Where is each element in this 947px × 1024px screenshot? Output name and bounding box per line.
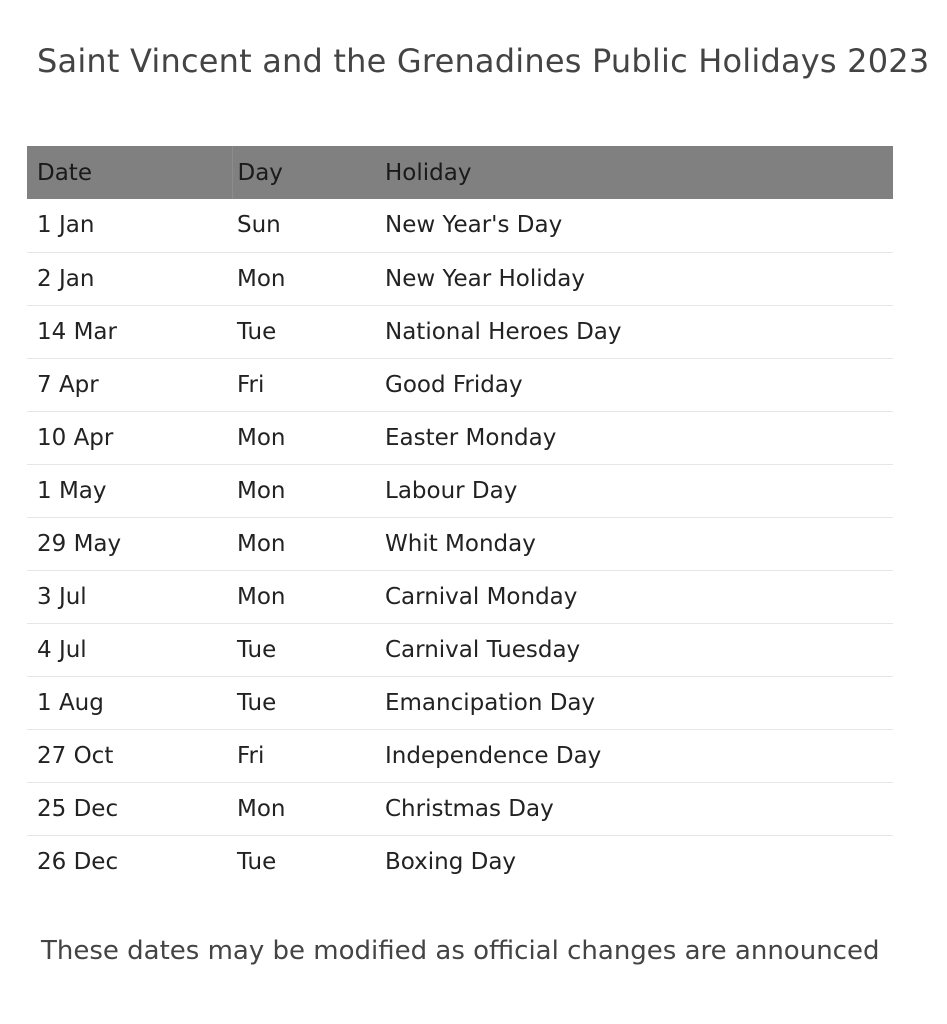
name-cell: Carnival Tuesday xyxy=(375,623,893,676)
table-row xyxy=(27,835,893,888)
column-header-date: Date xyxy=(27,146,232,199)
column-header-day: Day xyxy=(237,159,283,186)
name-cell: Boxing Day xyxy=(375,835,893,888)
day-cell: Fri xyxy=(232,358,375,411)
table-row xyxy=(27,199,893,252)
table-row xyxy=(27,782,893,835)
day-cell: Mon xyxy=(232,411,375,464)
date-cell: 4 Jul xyxy=(27,623,232,676)
date-cell: 10 Apr xyxy=(27,411,232,464)
table-row xyxy=(27,252,893,305)
day-cell: Tue xyxy=(232,835,375,888)
table-row xyxy=(27,305,893,358)
date-cell: 3 Jul xyxy=(27,570,232,623)
name-cell: New Year Holiday xyxy=(375,252,893,305)
table-row xyxy=(27,729,893,782)
table-row xyxy=(27,570,893,623)
column-header-holiday: Holiday xyxy=(385,159,472,186)
table-row xyxy=(27,358,893,411)
table-header-row xyxy=(27,146,893,199)
table-row xyxy=(27,464,893,517)
day-cell: Mon xyxy=(232,570,375,623)
table-row xyxy=(27,517,893,570)
disclaimer-note: These dates may be modified as official changes are announced xyxy=(41,936,880,966)
day-cell: Mon xyxy=(232,782,375,835)
name-cell: Easter Monday xyxy=(375,411,893,464)
day-cell: Mon xyxy=(232,517,375,570)
table-row xyxy=(27,676,893,729)
name-cell: New Year's Day xyxy=(385,212,563,239)
name-cell: Independence Day xyxy=(375,729,893,782)
day-cell: Tue xyxy=(232,623,375,676)
name-cell: Christmas Day xyxy=(375,782,893,835)
day-cell: Tue xyxy=(232,676,375,729)
name-cell: National Heroes Day xyxy=(375,305,893,358)
page-title: Saint Vincent and the Grenadines Public Holidays 2023 xyxy=(37,42,930,80)
holiday-table xyxy=(27,146,893,888)
day-cell: Mon xyxy=(232,252,375,305)
date-cell: 1 May xyxy=(27,464,232,517)
day-cell: Tue xyxy=(232,305,375,358)
name-cell: Labour Day xyxy=(375,464,893,517)
date-cell: 27 Oct xyxy=(27,729,232,782)
day-cell: Sun xyxy=(237,212,281,239)
date-cell: 1 Jan xyxy=(37,212,95,239)
name-cell: Good Friday xyxy=(375,358,893,411)
day-cell: Mon xyxy=(232,464,375,517)
name-cell: Whit Monday xyxy=(375,517,893,570)
name-cell: Carnival Monday xyxy=(375,570,893,623)
date-cell: 1 Aug xyxy=(27,676,232,729)
date-cell: 25 Dec xyxy=(27,782,232,835)
date-cell: 26 Dec xyxy=(27,835,232,888)
date-cell: 7 Apr xyxy=(27,358,232,411)
date-cell: 2 Jan xyxy=(27,252,232,305)
day-cell: Fri xyxy=(232,729,375,782)
date-cell: 29 May xyxy=(27,517,232,570)
table-row xyxy=(27,411,893,464)
date-cell: 14 Mar xyxy=(27,305,232,358)
name-cell: Emancipation Day xyxy=(375,676,893,729)
table-row xyxy=(27,623,893,676)
table-body xyxy=(27,199,893,888)
